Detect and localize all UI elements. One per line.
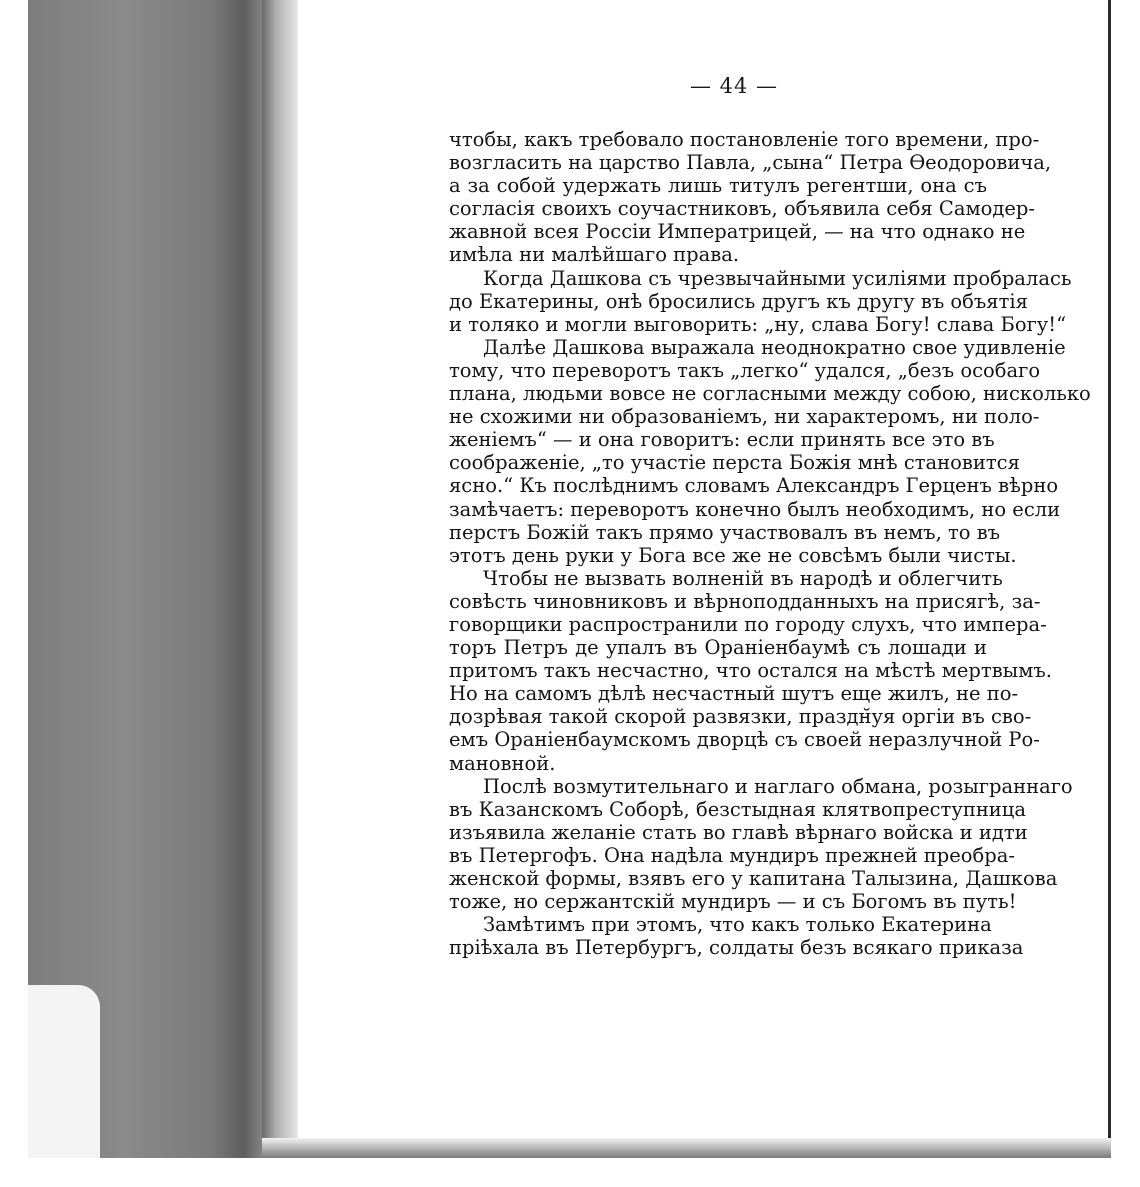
text-line: изъявила желаніе стать во главѣ вѣрнаго войска и идти [449,820,1028,844]
text-line: не схожими ни образованіемъ, ни характеромъ, ни поло- [449,405,1040,429]
text-line: ясно.“ Къ послѣднимъ словамъ Александръ Герценъ вѣрно [449,474,1059,498]
text-line: а за собой удержать лишь титулъ регентши, она съ [449,174,987,198]
text-line: Когда Дашкова съ чрезвычайными усиліями пробралась [483,266,1072,290]
text-line: женіемъ“ — и она говоритъ: если принять все это въ [449,428,995,452]
text-line: говорщики распространили по городу слухъ, что импера- [449,612,1047,636]
text-line: возгласить на царство Павла, „сына“ Петра Ѳеодоровича, [449,151,1052,175]
text-line: тоже, но сержантскій мундиръ — и съ Богомъ въ путь! [449,890,1017,914]
text-line: тому, что переворотъ такъ „легко“ удался, „безъ особаго [449,358,1041,382]
text-line: и толяко и могли выговорить: „ну, слава Богу! слава Богу!“ [449,312,1067,336]
text-line: торъ Петръ де упалъ въ Ораніенбаумѣ съ лошади и [449,636,987,660]
body-text [449,128,1091,960]
text-line: пріѣхала въ Петербургъ, солдаты безъ всякаго приказа [449,936,1024,960]
text-line: этотъ день руки у Бога все же не совсѣмъ были чисты. [449,543,1017,567]
scan-paper-tab [28,985,100,1158]
text-line: Далѣе Дашкова выражала неоднократно свое удивленіе [483,335,1066,359]
text-line: чтобы, какъ требовало постановленіе того времени, про- [449,128,1040,151]
text-line: въ Казанскомъ Соборѣ, безстыдная клятвопреступница [449,797,1026,821]
text-line: имѣла ни малѣйшаго права. [449,243,740,267]
text-line: емъ Ораніенбаумскомъ дворцѣ съ своей неразлучной Ро- [449,728,1040,752]
scan-gutter-shadow [262,0,298,1158]
text-line: Чтобы не вызвать волненій въ народѣ и облегчить [483,566,1003,590]
text-line: дозрѣвая такой скорой развязки, праздн̆уя оргіи въ сво- [449,705,1032,729]
text-line: въ Петергофъ. Она надѣла мундиръ прежней преобра- [449,843,1015,867]
text-line: плана, людьми вовсе не согласными между собою, нисколько [449,382,1091,406]
text-line: женской формы, взявъ его у капитана Талызина, Дашкова [449,867,1058,890]
text-line: притомъ такъ несчастно, что остался на мѣстѣ мертвымъ. [449,659,1052,683]
text-line: до Екатерины, онѣ бросились другъ къ другу въ объятія [449,289,1028,313]
text-line: соображеніе, „то участіе перста Божія мнѣ становится [449,451,1020,475]
text-line: Но на самомъ дѣлѣ несчастный шутъ еще жилъ, не по- [449,682,1019,706]
text-line: жавной всея Россіи Императрицей, — на что однако не [449,220,1026,244]
text-line: Замѣтимъ при этомъ, что какъ только Екатерина [483,913,992,937]
text-line: Послѣ возмутительнаго и наглаго обмана, розыграннаго [483,774,1073,798]
scan-bottom-edge [262,1138,1111,1158]
text-line: перстъ Божій такъ прямо участвовалъ въ немъ, то въ [449,520,1001,544]
text-line: согласія своихъ соучастниковъ, объявила себя Самодер- [449,197,1035,221]
text-line: совѣсть чиновниковъ и вѣрноподданныхъ на присягѣ, за- [449,589,1041,613]
text-line: мановной. [449,751,556,775]
page-number: — 44 — [689,74,779,98]
scan-right-edge [1108,0,1111,1158]
text-line: замѣчаетъ: переворотъ конечно былъ необходимъ, но если [449,497,1061,521]
